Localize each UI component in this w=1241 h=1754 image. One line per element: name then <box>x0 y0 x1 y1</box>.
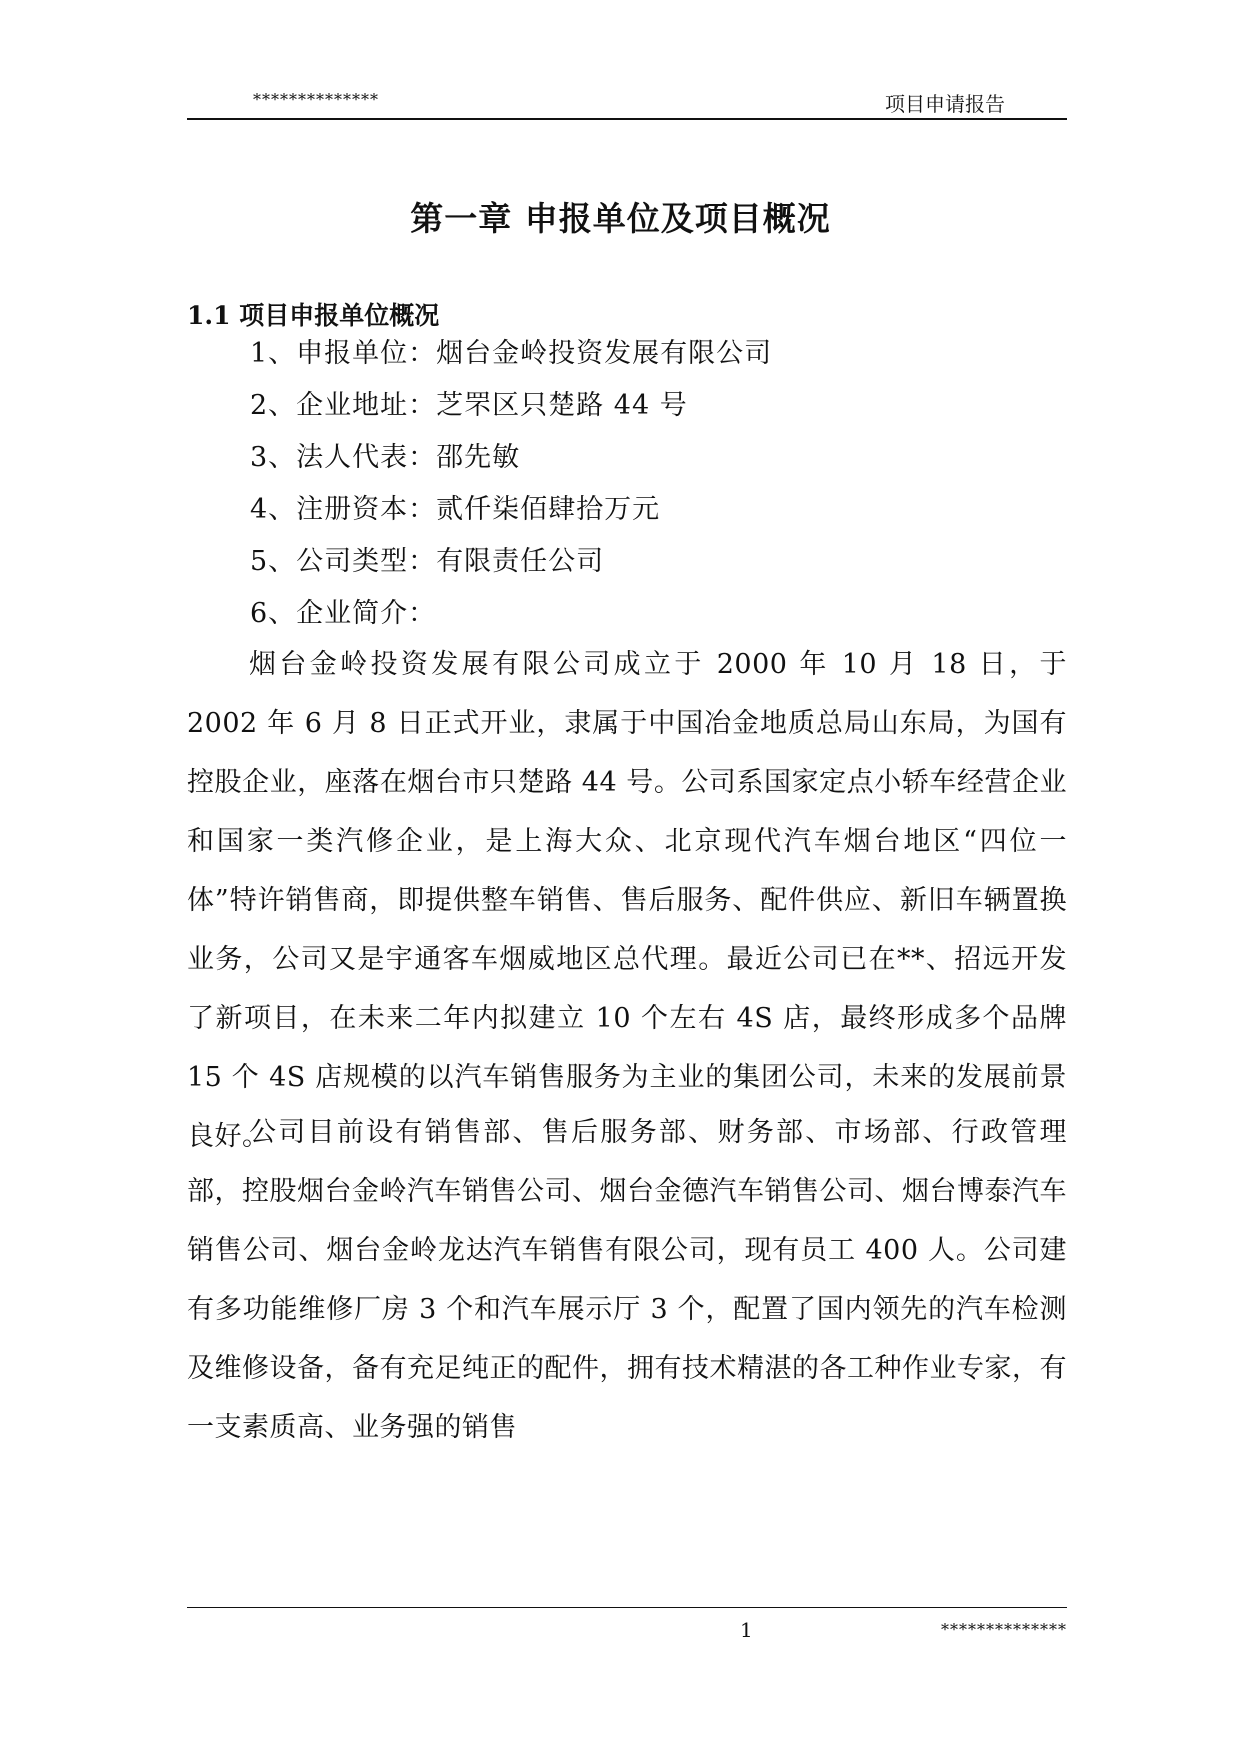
footer-right-mark: ************** <box>941 1620 1067 1639</box>
section-title: 1.1 项目申报单位概况 <box>187 301 440 330</box>
header-left-mark: ************** <box>253 90 379 109</box>
body-paragraph: 烟台金岭投资发展有限公司成立于 2000 年 10 月 18 日，于 2002 年 6 月 8 日正式开业，隶属于中国冶金地质总局山东局，为国有控股企业，座落在烟台市只楚路 44 号。公司系国家定点小轿车经营企业和国家一类汽修企业，是上海大众、北京现代汽车烟台地区“四位一体”特许销售商，即提供整车销售、售后服务、配件供应、新旧车辆置换业务，公司又是宇通客车烟威地区总代理。最近公司已在**、招远开发了新项目，在未来二年内拟建立 10 个左右 4S 店，最终形成多个品牌 15 个 4S 店规模的以汽车销售服务为主业的集团公司，未来的发展前景良好。 <box>187 649 1067 1152</box>
list-item: 5、公司类型：有限责任公司 <box>250 546 605 577</box>
list-item: 3、法人代表：邵先敏 <box>250 442 521 473</box>
header-rule <box>187 118 1067 120</box>
list-item: 4、注册资本：贰仟柒佰肆拾万元 <box>250 494 661 525</box>
chapter-title: 第一章 申报单位及项目概况 <box>410 199 831 238</box>
list-item: 2、企业地址：芝罘区只楚路 44 号 <box>250 390 688 421</box>
list-item: 1、申报单位：烟台金岭投资发展有限公司 <box>250 338 773 369</box>
footer-rule <box>187 1607 1067 1608</box>
list-item: 6、企业简介： <box>250 598 437 629</box>
header-document-title: 项目申请报告 <box>885 92 1005 116</box>
body-paragraph: 公司目前设有销售部、售后服务部、财务部、市场部、行政管理部，控股烟台金岭汽车销售公司、烟台金德汽车销售公司、烟台博泰汽车销售公司、烟台金岭龙达汽车销售有限公司，现有员工 400 人。公司建有多功能维修厂房 3 个和汽车展示厅 3 个，配置了国内领先的汽车检测及维修设备，备有充足纯正的配件，拥有技术精湛的各工种作业专家，有一支素质高、业务强的销售 <box>187 1117 1067 1443</box>
page-number: 1 <box>740 1618 753 1642</box>
